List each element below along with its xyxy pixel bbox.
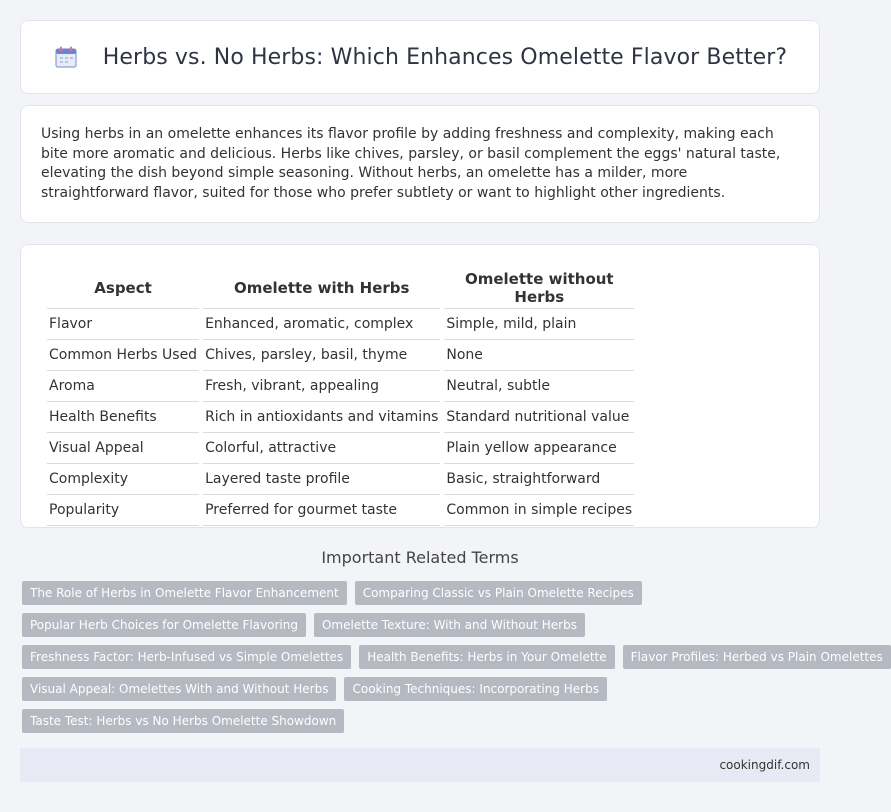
related-terms-row <box>22 613 822 637</box>
table-cell: Colorful, attractive <box>203 433 440 464</box>
related-term-tag[interactable]: Health Benefits: Herbs in Your Omelette <box>359 645 614 669</box>
table-cell: Rich in antioxidants and vitamins <box>203 402 440 433</box>
table-row <box>47 433 634 464</box>
related-term-tag[interactable]: The Role of Herbs in Omelette Flavor Enhancement <box>22 581 347 605</box>
related-term-tag[interactable]: Freshness Factor: Herb-Infused vs Simple Omelettes <box>22 645 351 669</box>
table-cell: Layered taste profile <box>203 464 440 495</box>
table-cell: None <box>444 340 634 371</box>
header-card <box>20 20 820 94</box>
related-term-tag[interactable]: Popular Herb Choices for Omelette Flavoring <box>22 613 306 637</box>
table-row <box>47 464 634 495</box>
related-terms-row <box>22 677 822 701</box>
footer-site[interactable]: cookingdif.com <box>719 758 810 772</box>
table-cell: Neutral, subtle <box>444 371 634 402</box>
related-terms-list <box>22 581 883 741</box>
related-term-tag[interactable]: Cooking Techniques: Incorporating Herbs <box>344 677 606 701</box>
column-header: Omelette without Herbs <box>444 266 634 309</box>
table-cell: Health Benefits <box>47 402 199 433</box>
table-cell: Plain yellow appearance <box>444 433 634 464</box>
intro-card <box>20 105 820 223</box>
related-terms-row <box>22 581 822 605</box>
table-cell: Enhanced, aromatic, complex <box>203 309 440 340</box>
related-terms-row <box>22 709 822 733</box>
table-row <box>47 309 634 340</box>
table-cell: Common in simple recipes <box>444 495 634 526</box>
table-row <box>47 495 634 526</box>
page-title: Herbs vs. No Herbs: Which Enhances Omelette Flavor Better? <box>102 44 788 70</box>
related-term-tag[interactable]: Visual Appeal: Omelettes With and Without Herbs <box>22 677 336 701</box>
comparison-card <box>20 244 820 528</box>
table-cell: Fresh, vibrant, appealing <box>203 371 440 402</box>
table-header-row <box>47 266 634 309</box>
table-cell: Basic, straightforward <box>444 464 634 495</box>
table-cell: Simple, mild, plain <box>444 309 634 340</box>
table-cell: Aroma <box>47 371 199 402</box>
related-term-tag[interactable]: Taste Test: Herbs vs No Herbs Omelette Showdown <box>22 709 344 733</box>
table-cell: Complexity <box>47 464 199 495</box>
footer <box>20 748 820 782</box>
table-cell: Flavor <box>47 309 199 340</box>
comparison-table <box>43 266 638 526</box>
calendar-icon <box>53 44 79 70</box>
table-cell: Common Herbs Used <box>47 340 199 371</box>
table-row <box>47 371 634 402</box>
table-row <box>47 340 634 371</box>
table-row <box>47 402 634 433</box>
related-term-tag[interactable]: Comparing Classic vs Plain Omelette Recipes <box>355 581 642 605</box>
related-term-tag[interactable]: Omelette Texture: With and Without Herbs <box>314 613 585 637</box>
related-term-tag[interactable]: Flavor Profiles: Herbed vs Plain Omelettes <box>623 645 891 669</box>
related-terms-title: Important Related Terms <box>321 548 519 567</box>
column-header: Aspect <box>47 266 199 309</box>
table-cell: Preferred for gourmet taste <box>203 495 440 526</box>
column-header: Omelette with Herbs <box>203 266 440 309</box>
related-terms-row <box>22 645 883 669</box>
table-cell: Standard nutritional value <box>444 402 634 433</box>
intro-paragraph: Using herbs in an omelette enhances its flavor profile by adding freshness and complexity, making each bite more aromatic and delicious. Herbs like chives, parsley, or basil complement the eggs' natural taste, elevating the dish beyond simple seasoning. Without herbs, an omelette has a milder, more straightforward flavor, suited for those who prefer subtlety or want to highlight other ingredients. <box>41 126 781 201</box>
table-cell: Popularity <box>47 495 199 526</box>
table-cell: Visual Appeal <box>47 433 199 464</box>
table-cell: Chives, parsley, basil, thyme <box>203 340 440 371</box>
